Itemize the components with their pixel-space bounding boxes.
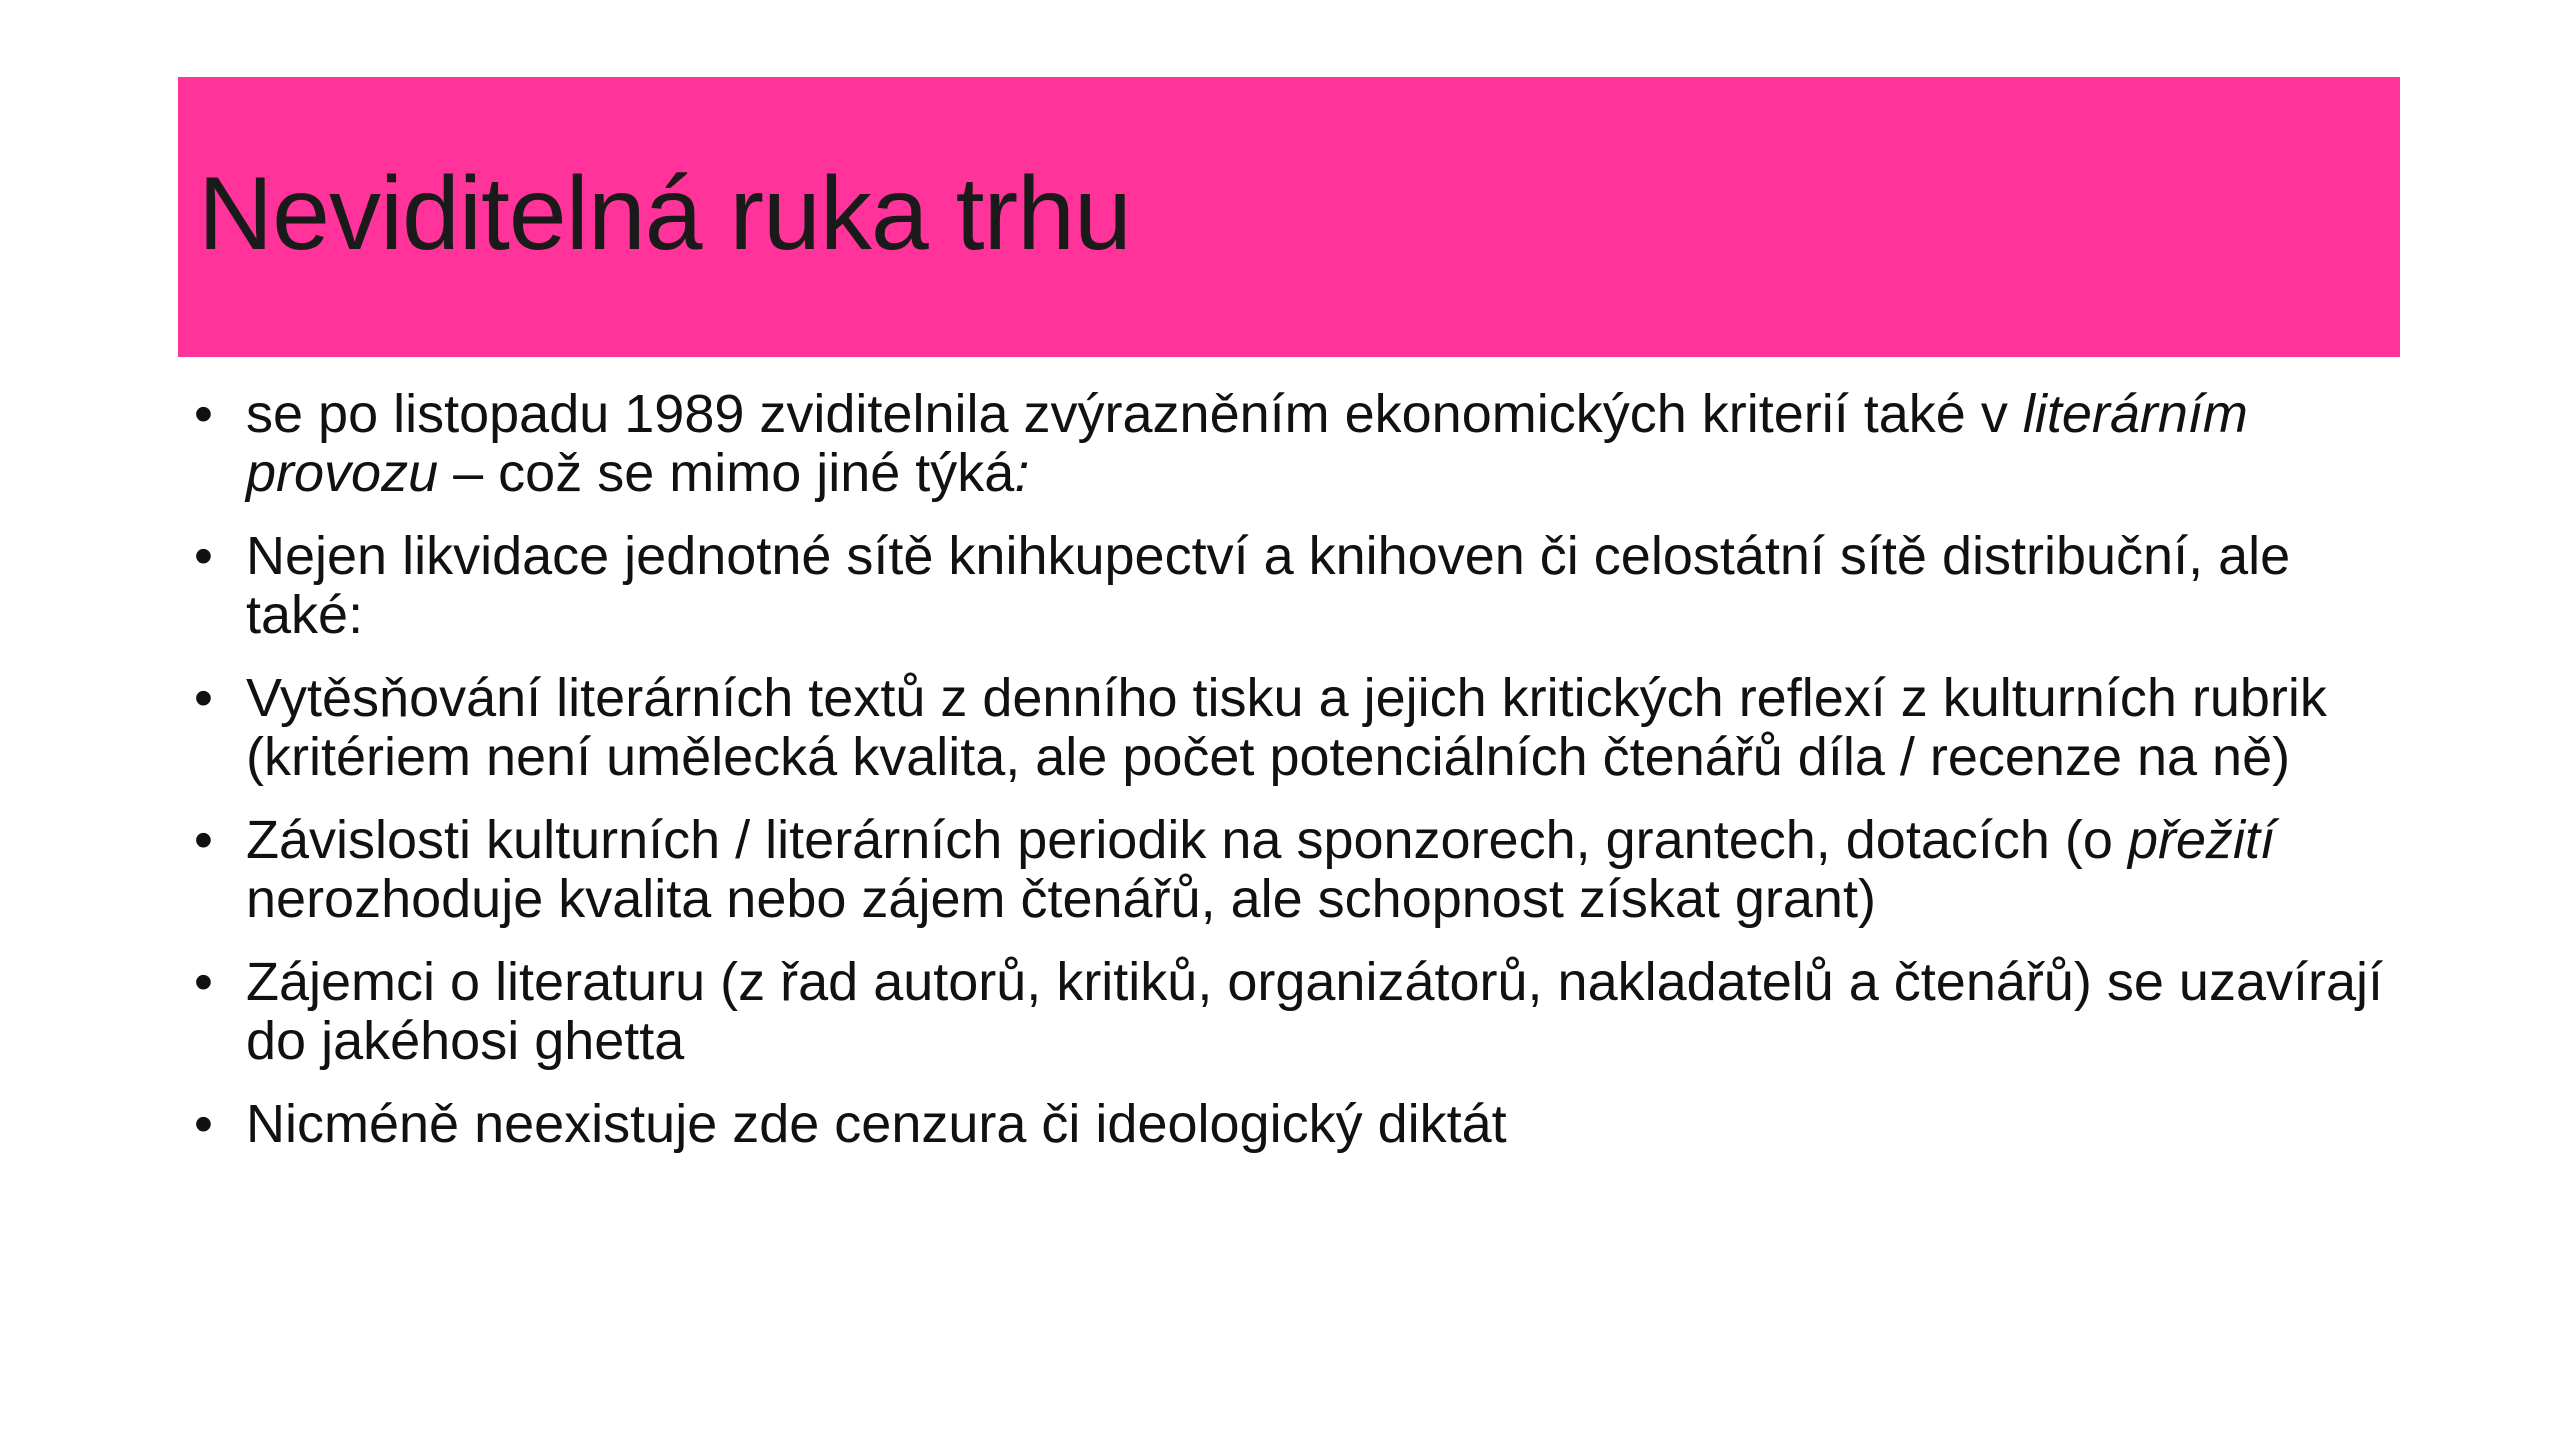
title-banner (178, 77, 2400, 357)
bullet-item (190, 1095, 2410, 1154)
bullet-item (190, 385, 2410, 503)
bullet-text: se po listopadu 1989 zviditelnila zvýrazněním ekonomických kriterií také v (246, 384, 2023, 444)
bullet-text: Zájemci o literaturu (z řad autorů, kritiků, organizátorů, nakladatelů a čtenářů) se uzavírají do jakéhosi ghetta (246, 952, 2384, 1071)
bullet-text: Nejen likvidace jednotné sítě knihkupectví a knihoven či celostátní sítě distribuční, ale také: (246, 526, 2291, 645)
bullet-text: nerozhoduje kvalita nebo zájem čtenářů, ale schopnost získat grant) (246, 869, 1876, 929)
bullet-item (190, 527, 2410, 645)
bullet-text: Vytěsňování literárních textů z denního tisku a jejich kritických reflexí z kulturních rubrik (kritériem není umělecká kvalita, ale počet potenciálních čtenářů díla / recenze na ně) (246, 668, 2327, 787)
bullet-text: Nicméně neexistuje zde cenzura či ideologický diktát (246, 1094, 1507, 1154)
bullet-text-italic: přežití (2127, 810, 2275, 870)
slide-title: Neviditelná ruka trhu (198, 156, 1131, 272)
bullet-text: Závislosti kulturních / literárních periodik na sponzorech, grantech, dotacích (o (246, 810, 2128, 870)
bullet-text: – což se mimo jiné týká (438, 443, 1015, 503)
bullet-text-italic: literárním provozu (246, 384, 2248, 503)
bullet-item (190, 953, 2410, 1071)
bullet-list (190, 385, 2410, 1178)
bullet-item (190, 811, 2410, 929)
bullet-text-italic: : (1014, 443, 1030, 503)
bullet-item (190, 669, 2410, 787)
